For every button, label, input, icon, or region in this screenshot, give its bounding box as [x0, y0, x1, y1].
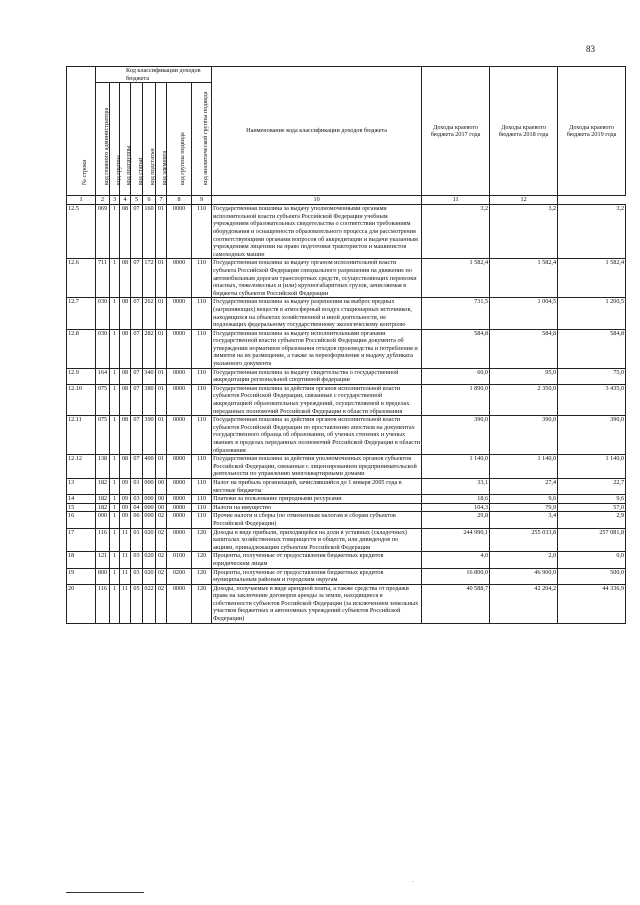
row-number: 12.6	[67, 259, 96, 298]
code-cell: 1	[110, 416, 120, 455]
row-number: 12.7	[67, 298, 96, 329]
code-cell: 121	[96, 552, 110, 568]
amount-cell: 390,0	[490, 416, 558, 455]
code-cell: 020	[143, 568, 156, 584]
header-classification-group: Код классификации доходов бюджета	[96, 67, 212, 83]
code-cell: 02	[156, 584, 167, 623]
code-cell: 022	[143, 584, 156, 623]
code-cell: 11	[120, 552, 131, 568]
code-cell: 400	[143, 455, 156, 479]
code-cell: 030	[96, 329, 110, 368]
code-cell: 08	[120, 259, 131, 298]
revenue-name: Государственная пошлина за действия органов исполнительной власти субъектов Российской Федерации, связанные с государственной аккредитацией образовательных учреждений, осуществляемой в пределах переданных полномочий Российской Федерации в области образования	[212, 384, 422, 415]
row-number: 12.5	[67, 205, 96, 259]
amount-cell: 1 140,0	[422, 455, 490, 479]
code-cell: 110	[192, 329, 212, 368]
amount-cell: 1 200,5	[558, 298, 626, 329]
code-cell: 116	[96, 528, 110, 552]
row-number: 19	[67, 568, 96, 584]
column-number: 11	[422, 196, 490, 205]
code-cell: 1	[110, 568, 120, 584]
column-number: 8	[167, 196, 192, 205]
code-cell: 11	[120, 528, 131, 552]
code-cell: 0000	[167, 455, 192, 479]
amount-cell: 3,2	[558, 205, 626, 259]
column-number-row	[67, 196, 626, 205]
amount-cell: 16 800,0	[422, 568, 490, 584]
code-cell: 711	[96, 259, 110, 298]
code-cell: 0100	[167, 552, 192, 568]
code-cell: 120	[192, 552, 212, 568]
code-cell: 000	[144, 495, 154, 503]
code-cell: 09	[120, 503, 131, 512]
table-row	[67, 512, 626, 528]
table-row	[67, 205, 626, 259]
code-cell: 0000	[167, 416, 192, 455]
code-cell: 02	[156, 552, 167, 568]
code-cell: 0000	[167, 495, 192, 504]
code-cell: 07	[131, 368, 143, 384]
amount-cell: 2,0	[490, 552, 558, 568]
table-row	[67, 329, 626, 368]
code-cell: 262	[143, 298, 156, 329]
amount-cell: 18,6	[422, 495, 490, 504]
table-row	[67, 584, 626, 623]
code-cell: 08	[120, 205, 131, 259]
amount-cell: 731,5	[422, 298, 490, 329]
code-cell: 340	[143, 368, 156, 384]
code-cell: 000	[96, 512, 110, 528]
amount-cell: 9,6	[558, 495, 626, 504]
header-code: код подстатьи	[143, 83, 156, 196]
amount-cell: 1 582,4	[422, 259, 490, 298]
code-cell: 110	[192, 495, 212, 504]
code-cell: 120	[192, 528, 212, 552]
code-cell: 110	[192, 416, 212, 455]
code-cell: 04	[131, 503, 143, 512]
code-cell: 020	[143, 528, 156, 552]
amount-cell: 1 004,5	[490, 298, 558, 329]
amount-cell: 46 900,0	[490, 568, 558, 584]
revenue-name: Доходы в виде прибыли, приходящейся на доли в уставных (складочных) капиталах хозяйственных товариществ и обществ, или дивидендов по акциям, принадлежащим субъектам Российской Федерации	[212, 528, 422, 552]
code-cell: 0000	[167, 205, 192, 259]
column-number: 6	[143, 196, 156, 205]
amount-cell: 1 890,0	[422, 384, 490, 415]
code-cell: 000	[143, 478, 156, 494]
column-number: 4	[120, 196, 131, 205]
code-cell: 03	[131, 568, 143, 584]
code-cell: 08	[120, 368, 131, 384]
revenue-name: Государственная пошлина за действия уполномоченных органов субъектов Российской Федерации, связанные с лицензированием предпринимательской деятельности по управлению многоквартирными домами	[212, 455, 422, 479]
code-cell: 08	[120, 416, 131, 455]
code-cell: 0200	[167, 568, 192, 584]
amount-cell: 104,3	[422, 503, 490, 512]
code-cell: 08	[120, 329, 131, 368]
revenue-name: Налог на прибыль организаций, зачислявшийся до 1 января 2005 года в местные бюджеты	[212, 478, 422, 494]
code-cell: 00	[156, 495, 167, 504]
code-cell: 03	[131, 552, 143, 568]
footer-rule	[66, 892, 144, 893]
revenue-name: Прочие налоги и сборы (по отмененным налогам и сборам субъектов Российской Федерации)	[212, 512, 422, 528]
row-number: 17	[67, 528, 96, 552]
amount-cell: 3 435,0	[558, 384, 626, 415]
code-cell: 02	[156, 568, 167, 584]
amount-cell: 33,1	[422, 478, 490, 494]
code-cell: 1	[110, 298, 120, 329]
row-number: 12.9	[67, 368, 96, 384]
header-year-2019: Доходы краевого бюджета 2019 года	[558, 67, 626, 196]
revenue-name: Доходы, получаемые в виде арендной платы, а также средства от продажи права на заключение договоров аренды за земли, находящиеся в собственности субъектов Российской Федерации (за исключением земельных участков бюджетных и автономных учреждений субъектов Российской Федерации)	[212, 584, 422, 623]
row-number: 12.12	[67, 455, 96, 479]
code-cell: 01	[156, 384, 167, 415]
revenue-name: Государственная пошлина за действия органов исполнительной власти субъектов Российской Федерации по проставлению апостиля на документах государственного образца об образовании, об ученых степенях и ученых званиях в пределах переданных полномочий Российской Федерации в области образования	[213, 416, 421, 454]
code-cell: 110	[192, 259, 212, 298]
amount-cell: 390,0	[422, 416, 490, 455]
code-cell: 1	[110, 584, 120, 623]
code-cell: 02	[156, 512, 167, 528]
amount-cell: 75,0	[558, 368, 626, 384]
scan-mark: .	[412, 878, 414, 884]
amount-cell: 3,2	[422, 205, 490, 259]
code-cell: 282	[143, 329, 156, 368]
code-cell: 00	[156, 478, 167, 494]
amount-cell: 2 350,0	[490, 384, 558, 415]
code-cell: 11	[120, 584, 131, 623]
amount-cell: 60,0	[422, 368, 490, 384]
amount-cell: 29,8	[422, 512, 490, 528]
amount-cell: 9,6	[490, 495, 558, 504]
table-row	[67, 568, 626, 584]
code-cell: 1	[110, 552, 120, 568]
column-number: 7	[156, 196, 167, 205]
amount-cell: 1 582,4	[490, 259, 558, 298]
revenue-name: Государственная пошлина за выдачу органом исполнительной власти субъекта Российской Федерации специального разрешения на движение по автомобильным дорогам транспортных средств, осуществляющих перевозки опасных, тяжеловесных и (или) крупногабаритных грузов, зачисляемая в бюджеты субъектов Российской Федерации	[212, 259, 422, 298]
code-cell: 11	[120, 568, 131, 584]
table-row	[67, 528, 626, 552]
code-cell: 030	[96, 298, 110, 329]
amount-cell: 500,0	[558, 568, 626, 584]
code-cell: 09	[120, 512, 131, 528]
code-cell: 0000	[167, 298, 192, 329]
code-cell: 000	[143, 512, 156, 528]
code-cell: 08	[120, 455, 131, 479]
row-number: 14	[67, 495, 96, 504]
code-cell: 182	[96, 503, 110, 512]
header-year-2018: Доходы краевого бюджета 2018 года	[490, 67, 558, 196]
amount-cell: 244 990,1	[422, 528, 490, 552]
row-number: 16	[67, 512, 96, 528]
code-cell: 05	[131, 584, 143, 623]
code-cell: 0000	[167, 368, 192, 384]
code-cell: 110	[192, 368, 212, 384]
header-name-column: Наименование кода классификации доходов бюджета	[212, 67, 422, 196]
amount-cell: 2,9	[558, 512, 626, 528]
header-code: код аналитической группы подвида	[192, 83, 212, 196]
code-cell: 0000	[167, 503, 192, 512]
revenue-name: Платежи за пользование природными ресурсами	[212, 495, 422, 504]
code-cell: 1	[110, 329, 120, 368]
table-row	[67, 368, 626, 384]
code-cell: 380	[143, 384, 156, 415]
code-cell: 07	[131, 259, 143, 298]
code-cell: 164	[96, 368, 110, 384]
revenue-name: Проценты, полученные от предоставления бюджетных кредитов муниципальным районам и городским округам	[212, 568, 422, 584]
amount-cell: 3,4	[490, 512, 558, 528]
row-number: 15	[67, 503, 96, 512]
amount-cell: 1 140,0	[558, 455, 626, 479]
code-cell: 08	[120, 384, 131, 415]
revenue-name: Государственная пошлина за выдачу исполнительными органами государственной власти субъектов Российской Федерации документа об утверждении нормативов образования отходов производства и потребления и лимитов на их размещение, а также за переоформление и выдачу дубликата указанного документа	[212, 329, 422, 368]
header-code: код статьи	[131, 83, 143, 196]
code-cell: 020	[143, 552, 156, 568]
code-cell: 1	[110, 259, 120, 298]
amount-cell: 0,0	[558, 552, 626, 568]
code-cell: 1	[110, 384, 120, 415]
code-cell: 120	[192, 568, 212, 584]
code-cell: 0000	[167, 259, 192, 298]
table-row	[67, 416, 626, 455]
header-code: код группы	[110, 83, 120, 196]
budget-revenue-table	[66, 66, 626, 624]
revenue-name: Государственная пошлина за выдачу свидетельства о государственной аккредитации региональной спортивной федерации	[212, 368, 422, 384]
code-cell: 0000	[167, 528, 192, 552]
code-cell: 02	[156, 528, 167, 552]
code-cell: 06	[131, 512, 143, 528]
code-cell: 01	[131, 478, 143, 494]
revenue-name: Государственная пошлина за выдачу разрешения на выброс вредных (загрязняющих) веществ в атмосферный воздух стационарных источников, находящихся на объектах хозяйственной и иной деятельности, не подлежащих федеральному государственному экологическому контролю	[212, 298, 422, 329]
amount-cell: 584,8	[490, 329, 558, 368]
code-cell: 1	[110, 495, 120, 504]
column-number: 1	[67, 196, 96, 205]
code-cell: 075	[96, 384, 110, 415]
code-cell: 110	[192, 384, 212, 415]
amount-cell: 584,8	[422, 329, 490, 368]
table-row	[67, 503, 626, 512]
code-cell: 01	[156, 368, 167, 384]
code-cell: 172	[143, 259, 156, 298]
row-number: 12.8	[67, 329, 96, 368]
code-cell: 01	[156, 455, 167, 479]
table-row	[67, 495, 626, 504]
code-cell: 110	[192, 455, 212, 479]
amount-cell: 1 140,0	[490, 455, 558, 479]
code-cell: 07	[131, 329, 143, 368]
column-number: 12	[490, 196, 558, 205]
header-year-2017: Доходы краевого бюджета 2017 года	[422, 67, 490, 196]
table-row	[67, 455, 626, 479]
code-cell: 01	[156, 329, 167, 368]
code-cell: 1	[110, 503, 120, 512]
code-cell: 07	[131, 298, 143, 329]
code-cell: 116	[96, 584, 110, 623]
code-cell: 0000	[167, 384, 192, 415]
row-number: 18	[67, 552, 96, 568]
header-code: код главного администратора	[96, 83, 110, 196]
amount-cell: 3,2	[490, 205, 558, 259]
code-cell: 160	[143, 205, 156, 259]
code-cell: 1	[110, 368, 120, 384]
code-cell: 110	[192, 503, 212, 512]
code-cell: 08	[120, 298, 131, 329]
column-number: 3	[110, 196, 120, 205]
amount-cell: 79,9	[490, 503, 558, 512]
code-cell: 00	[156, 503, 167, 512]
header-code: код группы подвида	[167, 83, 192, 196]
amount-cell: 27,4	[490, 478, 558, 494]
table-row	[67, 552, 626, 568]
code-cell: 110	[192, 298, 212, 329]
code-cell: 110	[192, 512, 212, 528]
amount-cell: 95,0	[490, 368, 558, 384]
amount-cell: 22,7	[558, 478, 626, 494]
amount-cell: 40 588,7	[422, 584, 490, 623]
row-number: 20	[67, 584, 96, 623]
table-row	[67, 384, 626, 415]
column-number: 5	[131, 196, 143, 205]
header-code: код элемента	[156, 83, 167, 196]
header-row-no: № строки	[67, 67, 96, 196]
table-row	[67, 298, 626, 329]
code-cell: 390	[143, 416, 156, 455]
column-number: 9	[192, 196, 212, 205]
column-number: 10	[212, 196, 422, 205]
code-cell: 01	[156, 416, 167, 455]
row-number: 13	[67, 478, 96, 494]
code-cell: 03	[131, 495, 143, 504]
amount-cell: 42 204,2	[490, 584, 558, 623]
code-cell: 07	[131, 455, 143, 479]
amount-cell: 44 336,9	[558, 584, 626, 623]
amount-cell: 255 033,8	[490, 528, 558, 552]
code-cell: 07	[131, 416, 143, 455]
code-cell: 01	[156, 298, 167, 329]
header-code: код подгруппы	[120, 83, 131, 196]
page-number: 83	[586, 44, 595, 54]
amount-cell: 584,8	[558, 329, 626, 368]
amount-cell: 257 081,8	[558, 528, 626, 552]
code-cell: 110	[192, 205, 212, 259]
row-number: 12.11	[67, 416, 96, 455]
code-cell: 138	[96, 455, 110, 479]
code-cell: 0000	[167, 329, 192, 368]
code-cell: 01	[131, 528, 143, 552]
code-cell: 120	[192, 584, 212, 623]
code-cell: 0000	[167, 478, 192, 494]
code-cell: 09	[120, 495, 131, 504]
code-cell: 182	[96, 495, 110, 504]
code-cell: 1	[110, 478, 120, 494]
code-cell: 09	[120, 478, 131, 494]
amount-cell: 4,0	[422, 552, 490, 568]
table-row	[67, 259, 626, 298]
column-number: 2	[96, 196, 110, 205]
code-cell: 0000	[167, 512, 192, 528]
row-number: 12.10	[67, 384, 96, 415]
code-cell: 1	[110, 528, 120, 552]
code-cell: 07	[131, 384, 143, 415]
revenue-name: Государственная пошлина за выдачу уполномоченными органами исполнительной власти субъекта Российской Федерации учебным учреждениям образовательных свидетельства о соответствии требованиям оборудования и оснащенности образовательного процесса для рассмотрения соответствующими органами вопросов об аккредитации и выдачи указанным учреждениям лицензии на право подготовки трактористов и машинистов самоходных машин	[212, 205, 422, 259]
amount-cell: 390,0	[558, 416, 626, 455]
code-cell: 01	[156, 259, 167, 298]
code-cell: 069	[96, 205, 110, 259]
code-cell: 0000	[167, 584, 192, 623]
code-cell: 1	[110, 512, 120, 528]
code-cell: 075	[96, 416, 110, 455]
amount-cell: 57,0	[558, 503, 626, 512]
code-cell: 182	[96, 478, 110, 494]
revenue-name: Проценты, полученные от предоставления бюджетных кредитов юридическим лицам	[212, 552, 422, 568]
code-cell: 110	[192, 478, 212, 494]
code-cell: 000	[144, 503, 154, 511]
revenue-name: Налоги на имущество	[212, 503, 422, 512]
code-cell: 07	[131, 205, 143, 259]
amount-cell: 1 582,4	[558, 259, 626, 298]
code-cell: 800	[96, 568, 110, 584]
table-row	[67, 478, 626, 494]
code-cell: 01	[156, 205, 167, 259]
code-cell: 1	[110, 455, 120, 479]
code-cell: 1	[110, 205, 120, 259]
